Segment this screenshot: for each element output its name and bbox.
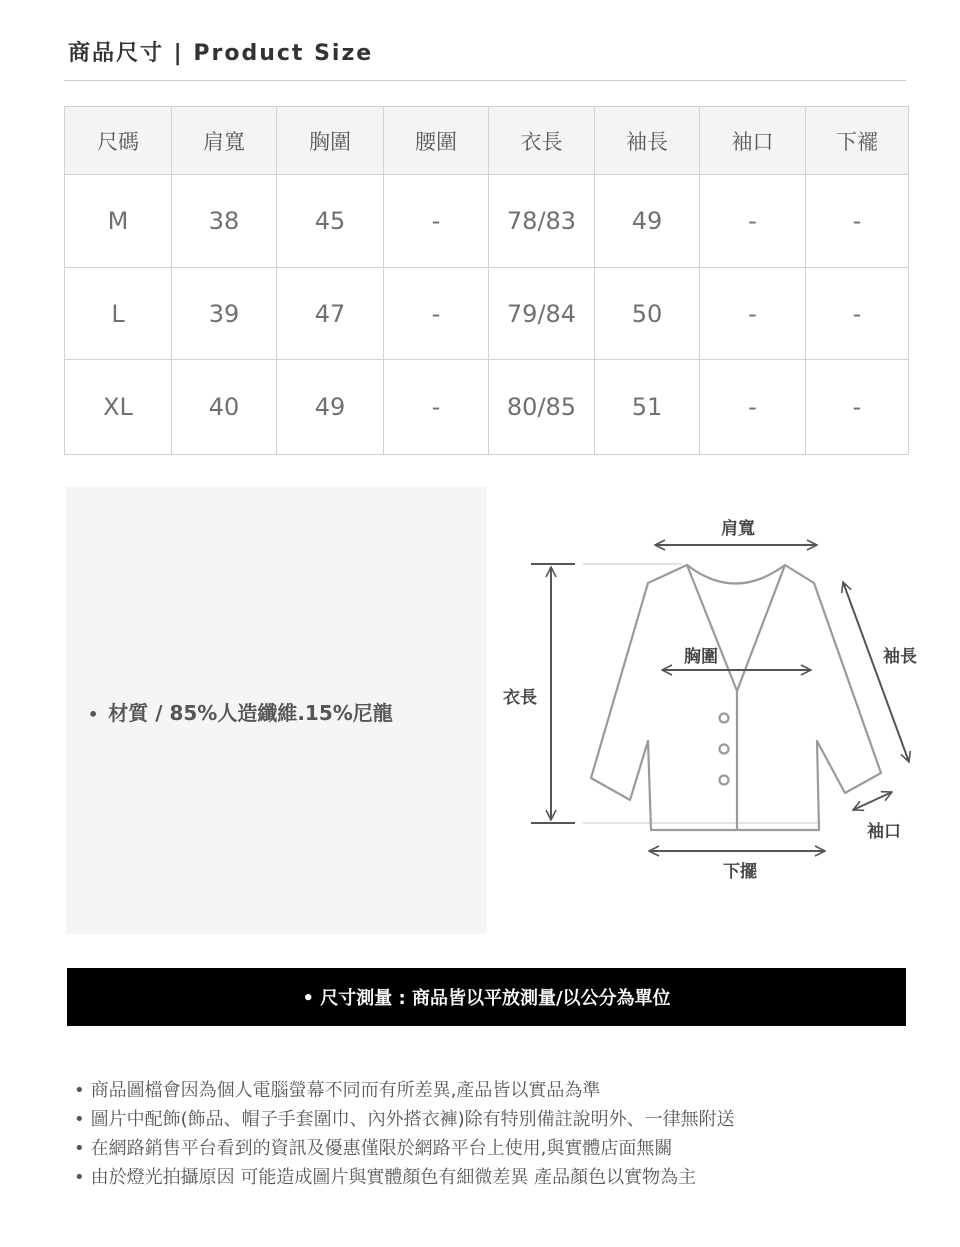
title-divider [64,80,906,81]
page-title: 商品尺寸 | Product Size [68,41,374,66]
column-header-hem: 下襬 [806,107,909,175]
list-item: • 在網路銷售平台看到的資訊及優惠僅限於網路平台上使用,與實體店面無關 [74,1134,735,1163]
list-item: • 圖片中配飾(飾品、帽子手套圍巾、內外搭衣褲)除有特別備註說明外、一律無附送 [74,1105,735,1134]
material-panel [66,487,487,934]
list-item: • 商品圖檔會因為個人電腦螢幕不同而有所差異,產品皆以實品為準 [74,1076,735,1105]
list-item: • 由於燈光拍攝原因 可能造成圖片與實體顏色有細微差異 產品顏色以實物為主 [74,1163,735,1192]
table-header-row [65,107,909,175]
table-cell: - [806,268,909,360]
table-cell: 79/84 [489,268,595,360]
column-header-sleeve: 袖長 [595,107,700,175]
garment-measurement-diagram [487,487,947,937]
cardigan-icon [591,565,881,830]
table-cell: 47 [277,268,384,360]
measurement-notice-bar [67,968,906,1026]
column-header-waist: 腰圍 [384,107,489,175]
table-cell: 38 [172,175,277,268]
table-cell: L [65,268,172,360]
column-header-size: 尺碼 [65,107,172,175]
length-label: 衣長 [503,688,537,708]
table-cell: 49 [595,175,700,268]
table-cell: XL [65,360,172,455]
measurement-notice-text: • 尺寸測量 : 商品皆以平放測量/以公分為單位 [302,988,671,1009]
size-table [64,106,909,455]
table-cell: M [65,175,172,268]
column-header-length: 衣長 [489,107,595,175]
column-header-chest: 胸圍 [277,107,384,175]
hem-label: 下擺 [723,862,757,882]
measurement-arrows [531,545,909,851]
table-cell: 49 [277,360,384,455]
disclaimer-list [74,1076,735,1192]
table-cell: - [384,268,489,360]
cuff-arrow [853,792,892,810]
table-cell: - [384,360,489,455]
bullet-icon: • [88,705,99,724]
shoulder-label: 肩寬 [721,519,755,539]
table-row [65,268,909,360]
sleeve-label: 袖長 [883,647,917,667]
table-row [65,360,909,455]
column-header-cuff: 袖口 [700,107,806,175]
guide-lines [583,564,817,823]
table-cell: 45 [277,175,384,268]
table-cell: - [806,175,909,268]
table-cell: - [806,360,909,455]
table-cell: 80/85 [489,360,595,455]
table-cell: 39 [172,268,277,360]
column-header-shoulder: 肩寬 [172,107,277,175]
sleeve-arrow [843,582,909,762]
table-cell: 50 [595,268,700,360]
material-text: 材質 / 85%人造纖維.15%尼龍 [108,701,393,725]
table-cell: 40 [172,360,277,455]
chest-label: 胸圍 [684,647,718,667]
table-cell: 78/83 [489,175,595,268]
table-cell: - [700,268,806,360]
table-cell: 51 [595,360,700,455]
table-row [65,175,909,268]
cuff-label: 袖口 [867,822,901,842]
table-cell: - [700,360,806,455]
table-cell: - [700,175,806,268]
table-cell: - [384,175,489,268]
material-info [88,697,393,726]
